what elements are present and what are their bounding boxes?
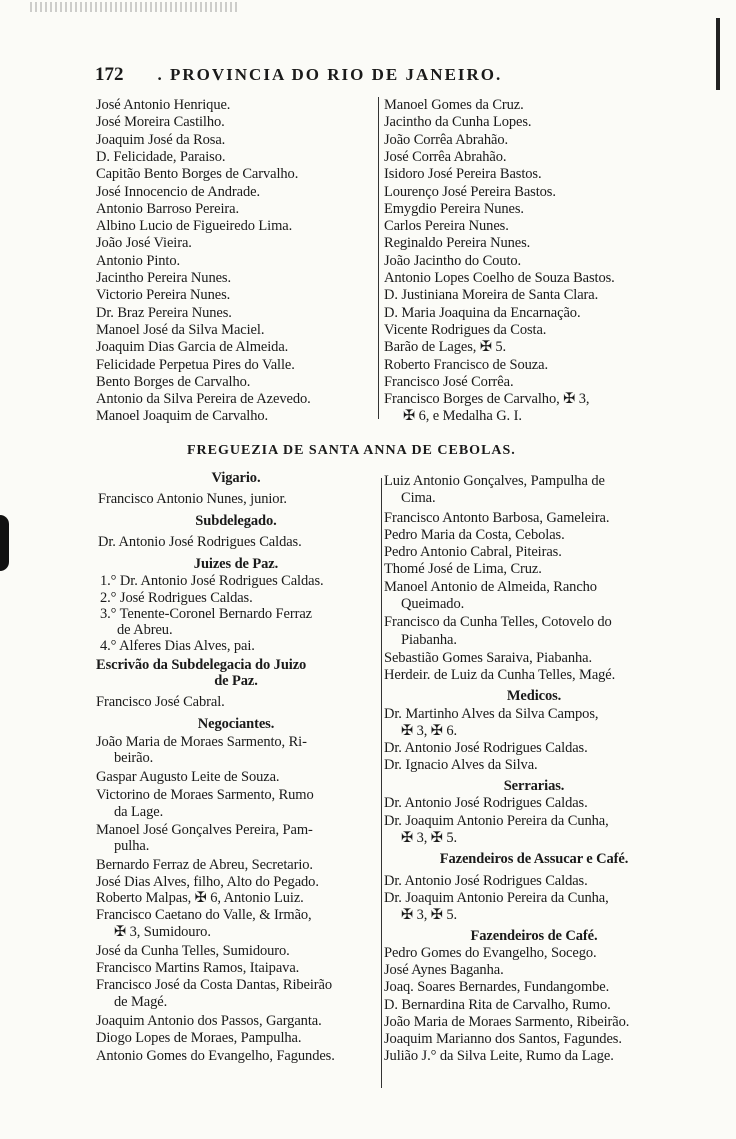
bottom_left-line: beirão. bbox=[114, 750, 154, 766]
binding-shadow bbox=[0, 515, 9, 571]
bottom_right-line: Thomé José de Lima, Cruz. bbox=[384, 561, 542, 577]
bottom_right-line: Piabanha. bbox=[401, 632, 457, 648]
top_left-line: José Antonio Henrique. bbox=[96, 97, 231, 113]
scan-noise bbox=[30, 2, 240, 12]
bottom_left-line: Dr. Antonio José Rodrigues Caldas. bbox=[98, 534, 302, 550]
bottom_left-line: Joaquim Antonio dos Passos, Garganta. bbox=[96, 1013, 322, 1029]
top_right-line: Roberto Francisco de Souza. bbox=[384, 356, 549, 373]
bottom_left-line: José da Cunha Telles, Sumidouro. bbox=[96, 943, 290, 959]
top_left-line: Antonio Barroso Pereira. bbox=[96, 200, 239, 217]
bottom_left-line: Francisco José da Costa Dantas, Ribeirão bbox=[96, 977, 333, 993]
bottom_left-line: da Lage. bbox=[114, 804, 164, 820]
bottom_right-line: Dr. Antonio José Rodrigues Caldas. bbox=[384, 873, 588, 889]
top_left-line: João José Vieira. bbox=[96, 235, 192, 252]
bottom_left-line: Vigario. bbox=[211, 470, 261, 486]
bottom_right-line: Medicos. bbox=[506, 688, 562, 704]
top_right-line: João Corrêa Abrahão. bbox=[384, 131, 509, 148]
bottom_right-line: Julião J.° da Silva Leite, Rumo da Lage. bbox=[384, 1048, 614, 1064]
column-divider-bottom bbox=[381, 478, 382, 1088]
bottom_left-line: Negociantes. bbox=[197, 716, 275, 732]
top_left-line: Manoel Joaquim de Carvalho. bbox=[96, 408, 269, 425]
bottom_left-line: de Paz. bbox=[214, 673, 258, 689]
bottom_right-line: Herdeir. de Luiz da Cunha Telles, Magé. bbox=[384, 667, 616, 683]
bottom_left-line: 2.° José Rodrigues Caldas. bbox=[100, 590, 253, 606]
bottom_left-line: Subdelegado. bbox=[195, 513, 277, 529]
bottom_left-line: Francisco Caetano do Valle, & Irmão, bbox=[96, 907, 312, 923]
column-divider-top bbox=[378, 97, 379, 419]
bottom_left-line: Bernardo Ferraz de Abreu, Secretario. bbox=[96, 857, 313, 873]
bottom_left-line: Roberto Malpas, ✠ 6, Antonio Luiz. bbox=[96, 890, 304, 906]
bottom_left-line: 3.° Tenente-Coronel Bernardo Ferraz bbox=[100, 606, 312, 622]
page-edge-mark bbox=[716, 18, 720, 90]
bottom_left-line: Manoel José Gonçalves Pereira, Pam- bbox=[96, 822, 313, 838]
top_left-line: Joaquim José da Rosa. bbox=[96, 131, 226, 148]
top_left-line: Antonio Pinto. bbox=[96, 252, 181, 269]
bottom_right-line: Serrarias. bbox=[503, 778, 565, 794]
bottom_right-line: Fazendeiros de Café. bbox=[470, 928, 598, 944]
bottom_right-line: Pedro Antonio Cabral, Piteiras. bbox=[384, 544, 562, 560]
top_right-line: Jacintho da Cunha Lopes. bbox=[384, 114, 532, 131]
bottom_left-line: José Dias Alves, filho, Alto do Pegado. bbox=[96, 874, 319, 890]
bottom_right-line: Cima. bbox=[401, 490, 436, 506]
bottom_right-line: Pedro Gomes do Evangelho, Socego. bbox=[384, 945, 597, 961]
page-number: 172 bbox=[95, 64, 124, 85]
top_left-line: José Innocencio de Andrade. bbox=[96, 183, 260, 200]
top_left-line: Capitão Bento Borges de Carvalho. bbox=[96, 166, 299, 183]
top_right-line: Lourenço José Pereira Bastos. bbox=[384, 183, 556, 200]
bottom_right-line: Queimado. bbox=[401, 596, 465, 612]
bottom_left-line: de Magé. bbox=[114, 994, 168, 1010]
top_right-line: Vicente Rodrigues da Costa. bbox=[384, 321, 547, 338]
top_right-line: D. Maria Joaquina da Encarnação. bbox=[384, 304, 581, 321]
top_left-line: Victorio Pereira Nunes. bbox=[96, 287, 231, 304]
top_right-line: Manoel Gomes da Cruz. bbox=[384, 97, 524, 113]
bottom_right-line: João Maria de Moraes Sarmento, Ribeirão. bbox=[384, 1014, 630, 1030]
bottom_left-line: Antonio Gomes do Evangelho, Fagundes. bbox=[96, 1048, 335, 1064]
top_left-line: Dr. Braz Pereira Nunes. bbox=[96, 304, 232, 321]
top_left-line: Albino Lucio de Figueiredo Lima. bbox=[96, 218, 293, 235]
bottom_right-line: José Aynes Baganha. bbox=[384, 962, 504, 978]
bottom_left-line: Francisco Antonio Nunes, junior. bbox=[98, 491, 287, 507]
top_right-line: João Jacintho do Couto. bbox=[384, 252, 522, 269]
bottom_left-line: pulha. bbox=[114, 838, 150, 854]
bottom_left-line: Victorino de Moraes Sarmento, Rumo bbox=[96, 787, 314, 803]
bottom_right-line: Francisco da Cunha Telles, Cotovelo do bbox=[384, 614, 612, 630]
bottom_right-line: Dr. Joaquim Antonio Pereira da Cunha, bbox=[384, 890, 609, 906]
bottom_left-line: 1.° Dr. Antonio José Rodrigues Caldas. bbox=[100, 573, 324, 589]
page-header bbox=[95, 64, 585, 88]
bottom_right-line: Fazendeiros de Assucar e Café. bbox=[439, 851, 629, 867]
top_right-line: Francisco José Corrêa. bbox=[384, 373, 514, 390]
bottom_left-line: Gaspar Augusto Leite de Souza. bbox=[96, 769, 280, 785]
bottom_right-line: ✠ 3, ✠ 6. bbox=[401, 723, 458, 739]
top_right-line: Reginaldo Pereira Nunes. bbox=[384, 235, 531, 252]
bottom_right-line: Luiz Antonio Gonçalves, Pampulha de bbox=[384, 473, 605, 489]
top_left-line: Antonio da Silva Pereira de Azevedo. bbox=[96, 391, 311, 408]
bottom_right-line: Joaquim Marianno dos Santos, Fagundes. bbox=[384, 1031, 622, 1047]
top_left-line: Joaquim Dias Garcia de Almeida. bbox=[96, 339, 289, 356]
bottom_left-line: Francisco Martins Ramos, Itaipava. bbox=[96, 960, 300, 976]
top_right-line: ✠ 6, e Medalha G. I. bbox=[403, 408, 522, 425]
top_right-line: José Corrêa Abrahão. bbox=[384, 148, 507, 165]
bottom_right-line: Manoel Antonio de Almeida, Rancho bbox=[384, 579, 597, 595]
bottom_left-line: Juizes de Paz. bbox=[193, 556, 279, 572]
bottom_right-line: Dr. Antonio José Rodrigues Caldas. bbox=[384, 740, 588, 756]
bottom_right-line: Joaq. Soares Bernardes, Fundangombe. bbox=[384, 979, 610, 995]
bottom_right-line: Francisco Antonto Barbosa, Gameleira. bbox=[384, 510, 610, 526]
top_right-line: Carlos Pereira Nunes. bbox=[384, 218, 509, 235]
bottom_right-line: ✠ 3, ✠ 5. bbox=[401, 830, 458, 846]
bottom_left-line: Diogo Lopes de Moraes, Pampulha. bbox=[96, 1030, 302, 1046]
bottom_left-line: de Abreu. bbox=[117, 622, 173, 638]
top_right-line: Barão de Lages, ✠ 5. bbox=[384, 339, 507, 356]
bottom_right-line: Dr. Martinho Alves da Silva Campos, bbox=[384, 706, 599, 722]
bottom_left-line: Francisco José Cabral. bbox=[96, 694, 225, 710]
running-title: . PROVINCIA DO RIO DE JANEIRO. bbox=[157, 65, 503, 84]
bottom_right-line: Sebastião Gomes Saraiva, Piabanha. bbox=[384, 650, 593, 666]
top_right-line: Antonio Lopes Coelho de Souza Bastos. bbox=[384, 270, 615, 286]
bottom_right-line: Dr. Joaquim Antonio Pereira da Cunha, bbox=[384, 813, 609, 829]
top_left-line: Felicidade Perpetua Pires do Valle. bbox=[96, 356, 295, 373]
bottom_left-line: João Maria de Moraes Sarmento, Ri- bbox=[96, 734, 307, 750]
top_right-line: Isidoro José Pereira Bastos. bbox=[384, 166, 542, 183]
bottom_right-line: Dr. Antonio José Rodrigues Caldas. bbox=[384, 795, 588, 811]
bottom_left-line: ✠ 3, Sumidouro. bbox=[114, 924, 211, 940]
top_right-line: Emygdio Pereira Nunes. bbox=[384, 200, 524, 217]
bottom_right-line: D. Bernardina Rita de Carvalho, Rumo. bbox=[384, 997, 611, 1013]
bottom_left-line: Escrivão da Subdelegacia do Juizo bbox=[96, 657, 307, 673]
top_left-line: Bento Borges de Carvalho. bbox=[96, 373, 251, 390]
top_right-line: D. Justiniana Moreira de Santa Clara. bbox=[384, 287, 599, 304]
top_left-line: Manoel José da Silva Maciel. bbox=[96, 321, 265, 338]
bottom_right-line: ✠ 3, ✠ 5. bbox=[401, 907, 458, 923]
top_left-line: José Moreira Castilho. bbox=[96, 114, 225, 131]
top_right-line: Francisco Borges de Carvalho, ✠ 3, bbox=[384, 391, 590, 408]
top_left-line: D. Felicidade, Paraiso. bbox=[96, 148, 226, 165]
bottom_right-line: Dr. Ignacio Alves da Silva. bbox=[384, 757, 538, 773]
top_left-line: Jacintho Pereira Nunes. bbox=[96, 270, 232, 286]
bottom_left-line: 4.° Alferes Dias Alves, pai. bbox=[100, 638, 255, 654]
bottom_right-line: Pedro Maria da Costa, Cebolas. bbox=[384, 527, 565, 543]
section-title: FREGUEZIA DE SANTA ANNA DE CEBOLAS. bbox=[187, 443, 516, 458]
